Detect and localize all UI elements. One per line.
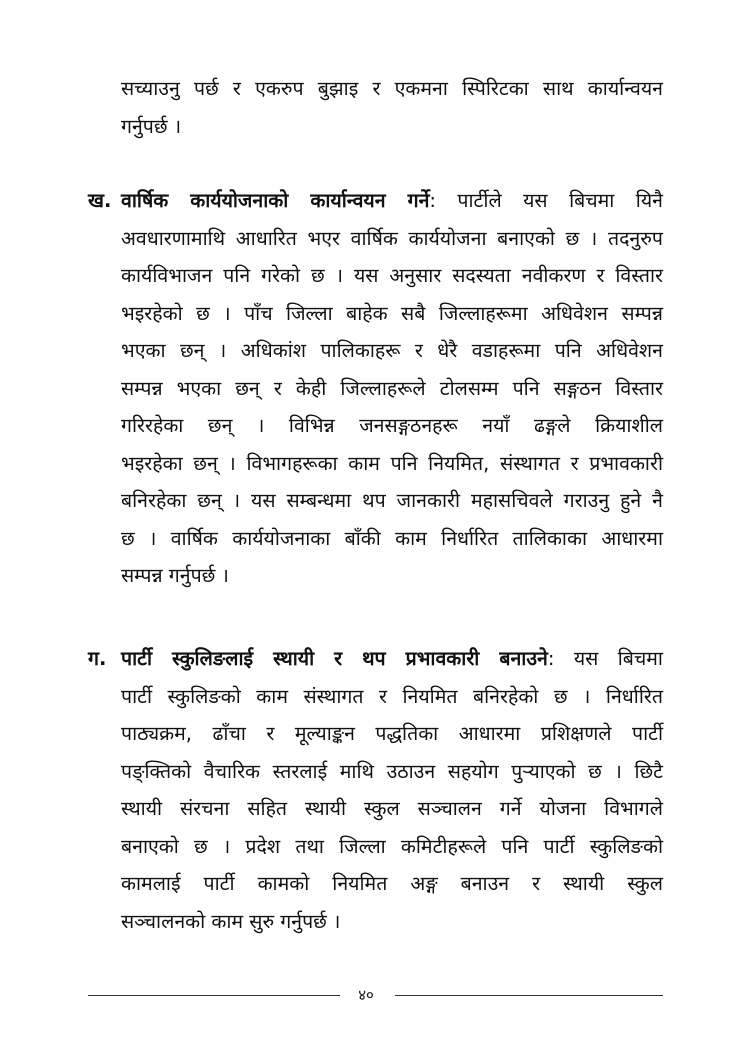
paragraph-line: कार्यविभाजन पनि गरेको छ । यस अनुसार सदस्यता नवीकरण र विस्तार bbox=[121, 264, 663, 287]
page-number: ४० bbox=[358, 986, 374, 1004]
paragraph-line: स्थायी संरचना सहित स्थायी स्कुल सञ्चालन गर्ने योजना विभागले bbox=[121, 797, 663, 820]
paragraph-line: बनिरहेका छन् । यस सम्बन्धमा थप जानकारी महासचिवले गराउनु हुने नै bbox=[121, 489, 663, 512]
paragraph-line: छ । वार्षिक कार्ययोजनाका बाँकी काम निर्धारित तालिकाका आधारमा bbox=[121, 526, 663, 550]
paragraph-line: भइरहेको छ । पाँच जिल्ला बाहेक सबै जिल्लाहरूमा अधिवेशन सम्पन्न bbox=[121, 301, 663, 325]
item-marker: ग. bbox=[88, 647, 107, 670]
item-heading: पार्टी स्कुलिङलाई स्थायी र थप प्रभावकारी बनाउने bbox=[121, 647, 548, 670]
footer-rule-right bbox=[395, 995, 663, 996]
item-marker: ख. bbox=[88, 189, 112, 212]
item-body bbox=[88, 182, 663, 595]
paragraph-line: भएका छन् । अधिकांश पालिकाहरू र धेरै वडाहरूमा पनि अधिवेशन bbox=[121, 339, 663, 362]
footer-rule-left bbox=[88, 995, 340, 996]
paragraph-line: भइरहेका छन् । विभागहरूका काम पनि नियमित, संस्थागत र प्रभावकारी bbox=[121, 451, 663, 475]
item-first-line-text: : पार्टीले यस बिचमा यिनै bbox=[429, 189, 663, 212]
item-first-line bbox=[121, 640, 663, 678]
list-item-ga bbox=[88, 640, 663, 940]
item-first-line bbox=[121, 182, 663, 220]
item-first-line-text: : यस बिचमा bbox=[547, 647, 663, 670]
paragraph-line: पङ्क्तिको वैचारिक स्तरलाई माथि उठाउन सहयोग पुर्‍याएको छ । छिटै bbox=[121, 759, 663, 783]
paragraph-line: अवधारणामाथि आधारित भएर वार्षिक कार्ययोजना बनाएको छ । तदनुरुप bbox=[121, 226, 663, 250]
page-footer bbox=[88, 985, 663, 1005]
paragraph-line: सञ्चालनको काम सुरु गर्नुपर्छ । bbox=[121, 909, 341, 933]
item-heading: वार्षिक कार्ययोजनाको कार्यान्वयन गर्ने bbox=[121, 189, 430, 212]
paragraph-line: गरिरहेका छन् । विभिन्न जनसङ्गठनहरू नयाँ ढङ्गले क्रियाशील bbox=[121, 414, 663, 437]
paragraph-line: सच्याउनु पर्छ र एकरुप बुझाइ र एकमना स्पिरिटका साथ कार्यान्वयन bbox=[121, 77, 663, 100]
paragraph-line: पाठ्यक्रम, ढाँचा र मूल्याङ्कन पद्धतिका आधारमा प्रशिक्षणले पार्टी bbox=[121, 722, 663, 745]
paragraph-line: पार्टी स्कुलिङको काम संस्थागत र नियमित बनिरहेको छ । निर्धारित bbox=[121, 684, 663, 708]
paragraph-line: कामलाई पार्टी कामको नियमित अङ्ग बनाउन र स्थायी स्कुल bbox=[121, 872, 663, 895]
paragraph-line: बनाएको छ । प्रदेश तथा जिल्ला कमिटीहरूले पनि पार्टी स्कुलिङको bbox=[121, 834, 663, 858]
paragraph-line: सम्पन्न भएका छन् र केही जिल्लाहरूले टोलसम्म पनि सङ्गठन विस्तार bbox=[121, 376, 663, 400]
list-item-kha bbox=[88, 182, 663, 595]
continuation-paragraph bbox=[88, 70, 663, 145]
paragraph-line: सम्पन्न गर्नुपर्छ । bbox=[121, 564, 229, 587]
paragraph-line: गर्नुपर्छ । bbox=[121, 114, 182, 138]
item-body bbox=[88, 640, 663, 940]
